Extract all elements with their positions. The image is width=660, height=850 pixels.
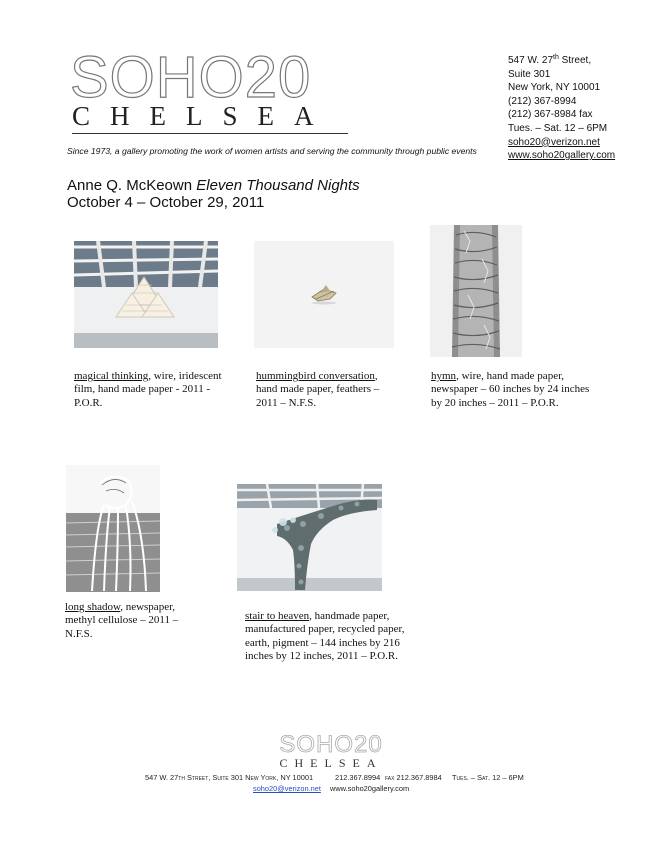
artist-name: Anne Q. McKeown — [67, 177, 193, 194]
caption-stair-to-heaven — [245, 610, 425, 664]
exhibition-title: Eleven Thousand Nights — [196, 177, 360, 194]
caption-hummingbird-conversation — [256, 370, 386, 410]
artwork-title: magical thinking — [74, 370, 149, 382]
address-street-sup: th — [553, 54, 559, 61]
caption-hymn — [431, 370, 591, 410]
address-street-suffix: Street, — [558, 55, 592, 66]
logo-soho20: SOHO20 — [70, 45, 312, 110]
footer-logo-soho20: SOHO20 — [279, 731, 383, 758]
exhibition-dates: October 4 – October 29, 2011 — [67, 194, 265, 211]
artwork-image-magical-thinking — [74, 241, 218, 348]
artwork-image-long-shadow — [66, 465, 160, 592]
address-street: 547 W. 27 — [508, 55, 554, 66]
footer-address: 547 W. 27th Street, Suite 301 New York, NY 10001 — [145, 773, 314, 782]
website-link[interactable]: www.soho20gallery.com — [508, 150, 616, 162]
logo-divider — [72, 133, 348, 134]
artwork-details: , newspaper, methyl cellulose – 2011 – N.F.S. — [65, 601, 179, 640]
artwork-image-hymn — [430, 225, 522, 357]
exhibition-heading — [67, 177, 360, 211]
artwork-title: hummingbird conversation — [256, 370, 375, 382]
address-hours: Tues. – Sat. 12 – 6PM — [508, 122, 608, 134]
artwork-image-stair-to-heaven — [237, 484, 382, 591]
artwork-title: long shadow — [65, 601, 121, 613]
artwork-title: hymn — [431, 370, 457, 382]
artwork-details: , handmade paper, manufactured paper, recycled paper, earth, pigment – 144 inches by 216 inches by 12 inches, 2011 – P.O.R. — [245, 610, 405, 663]
artwork-title: stair to heaven — [245, 610, 310, 622]
address-city: New York, NY 10001 — [508, 82, 601, 94]
address-suite: Suite 301 — [508, 68, 551, 80]
footer-email-link[interactable]: soho20@verizon.net — [253, 784, 321, 793]
footer-logo-chelsea: CHELSEA — [279, 756, 383, 770]
address-phone: (212) 367-8994 — [508, 95, 577, 107]
email-link[interactable]: soho20@verizon.net — [508, 136, 600, 148]
footer-website[interactable]: www.soho20gallery.com — [330, 784, 410, 793]
artwork-details: , wire, iridescent film, hand made paper - 2011 - P.O.R. — [74, 370, 222, 409]
footer-hours: Tues. – Sat. 12 – 6PM — [452, 773, 524, 782]
artwork-details: , wire, hand made paper, newspaper – 60 inches by 24 inches by 20 inches – 2011 – P.O.R. — [431, 370, 590, 409]
footer-phone: 212.367.8994 — [335, 773, 381, 782]
logo-chelsea: CHELSEA — [72, 101, 334, 131]
gallery-address — [508, 51, 615, 163]
caption-magical-thinking — [74, 370, 228, 410]
tagline: Since 1973, a gallery promoting the work of women artists and serving the community through public events — [67, 146, 477, 156]
artwork-image-hummingbird-conversation — [254, 241, 394, 348]
footer-fax: fax 212.367.8984 — [385, 773, 442, 782]
address-fax: (212) 367-8984 fax — [508, 109, 593, 121]
caption-long-shadow — [65, 601, 193, 641]
artwork-details: , hand made paper, feathers – 2011 – N.F.S. — [256, 370, 380, 409]
